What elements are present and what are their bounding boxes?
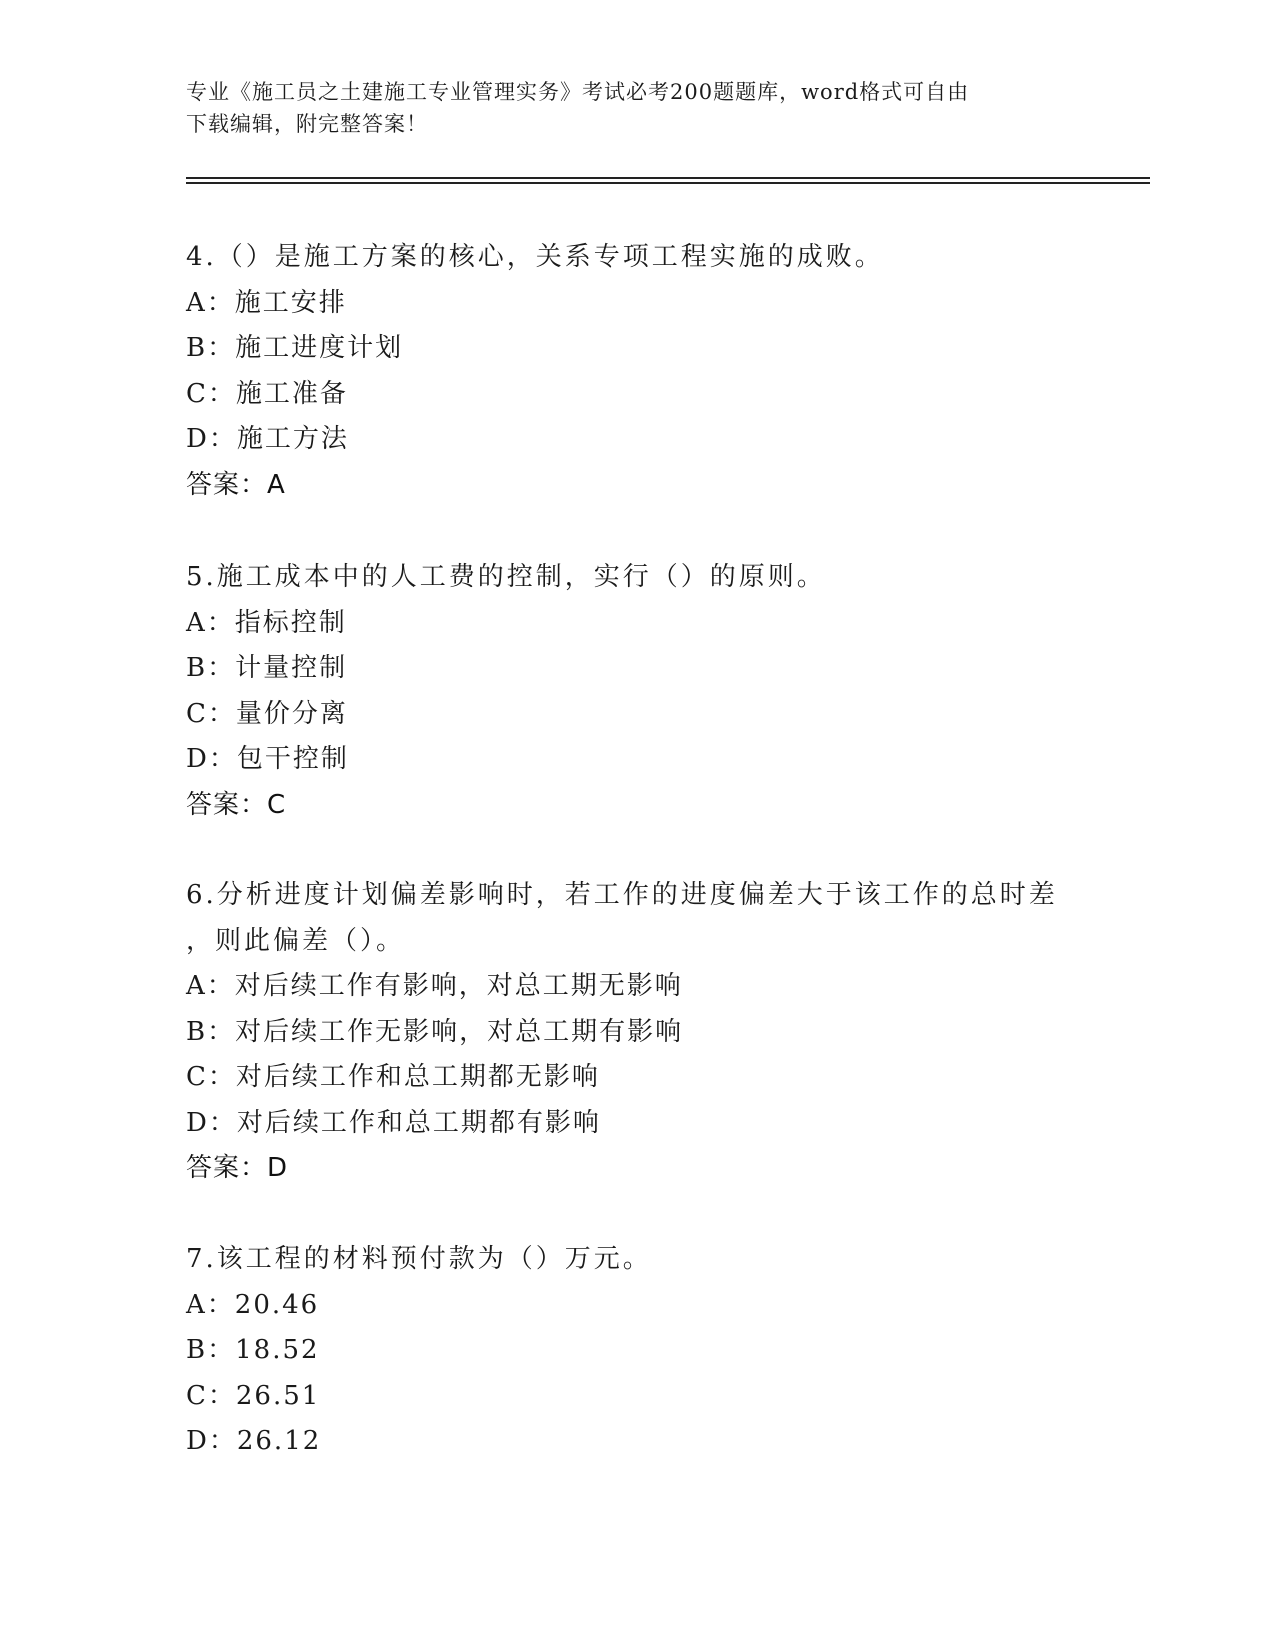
question-7 <box>186 1237 1086 1465</box>
answer-line: 答案：C <box>186 789 287 820</box>
option-b: B：18.52 <box>186 1335 320 1365</box>
option-d: D：包干控制 <box>186 744 349 774</box>
header-line-2: 下载编辑，附完整答案！ <box>186 112 428 136</box>
option-d: D：施工方法 <box>186 424 349 454</box>
option-b: B：计量控制 <box>186 653 348 683</box>
option-a: A：对后续工作有影响，对总工期无影响 <box>186 971 683 1001</box>
document-header <box>186 76 1086 140</box>
option-c: C：量价分离 <box>186 698 348 729</box>
option-d: D：对后续工作和总工期都有影响 <box>186 1107 601 1138</box>
header-divider-bottom <box>186 182 1150 184</box>
option-c: C：对后续工作和总工期都无影响 <box>186 1062 600 1092</box>
question-6 <box>186 873 1086 1192</box>
option-b: B：施工进度计划 <box>186 333 404 363</box>
question-stem: 4.（）是施工方案的核心，关系专项工程实施的成败。 <box>186 242 884 272</box>
answer-line: 答案：A <box>186 469 286 500</box>
header-divider-top <box>186 177 1150 179</box>
question-stem-continued: ，则此偏差（）。 <box>186 925 406 956</box>
question-5 <box>186 555 1086 828</box>
question-stem: 6.分析进度计划偏差影响时，若工作的进度偏差大于该工作的总时差 <box>186 880 1058 910</box>
answer-line: 答案：D <box>186 1153 289 1183</box>
option-c: C：施工准备 <box>186 378 348 409</box>
option-d: D：26.12 <box>186 1426 322 1456</box>
option-b: B：对后续工作无影响，对总工期有影响 <box>186 1016 684 1047</box>
option-a: A：指标控制 <box>186 607 347 638</box>
question-stem: 5.施工成本中的人工费的控制，实行（）的原则。 <box>186 562 826 592</box>
option-a: A：20.46 <box>186 1289 320 1320</box>
question-stem: 7.该工程的材料预付款为（）万元。 <box>186 1244 652 1274</box>
option-a: A：施工安排 <box>186 287 347 318</box>
option-c: C：26.51 <box>186 1380 321 1411</box>
header-line-1: 专业《施工员之土建施工专业管理实务》考试必考200题题库，word格式可自由 <box>186 80 970 104</box>
question-4 <box>186 235 1086 508</box>
